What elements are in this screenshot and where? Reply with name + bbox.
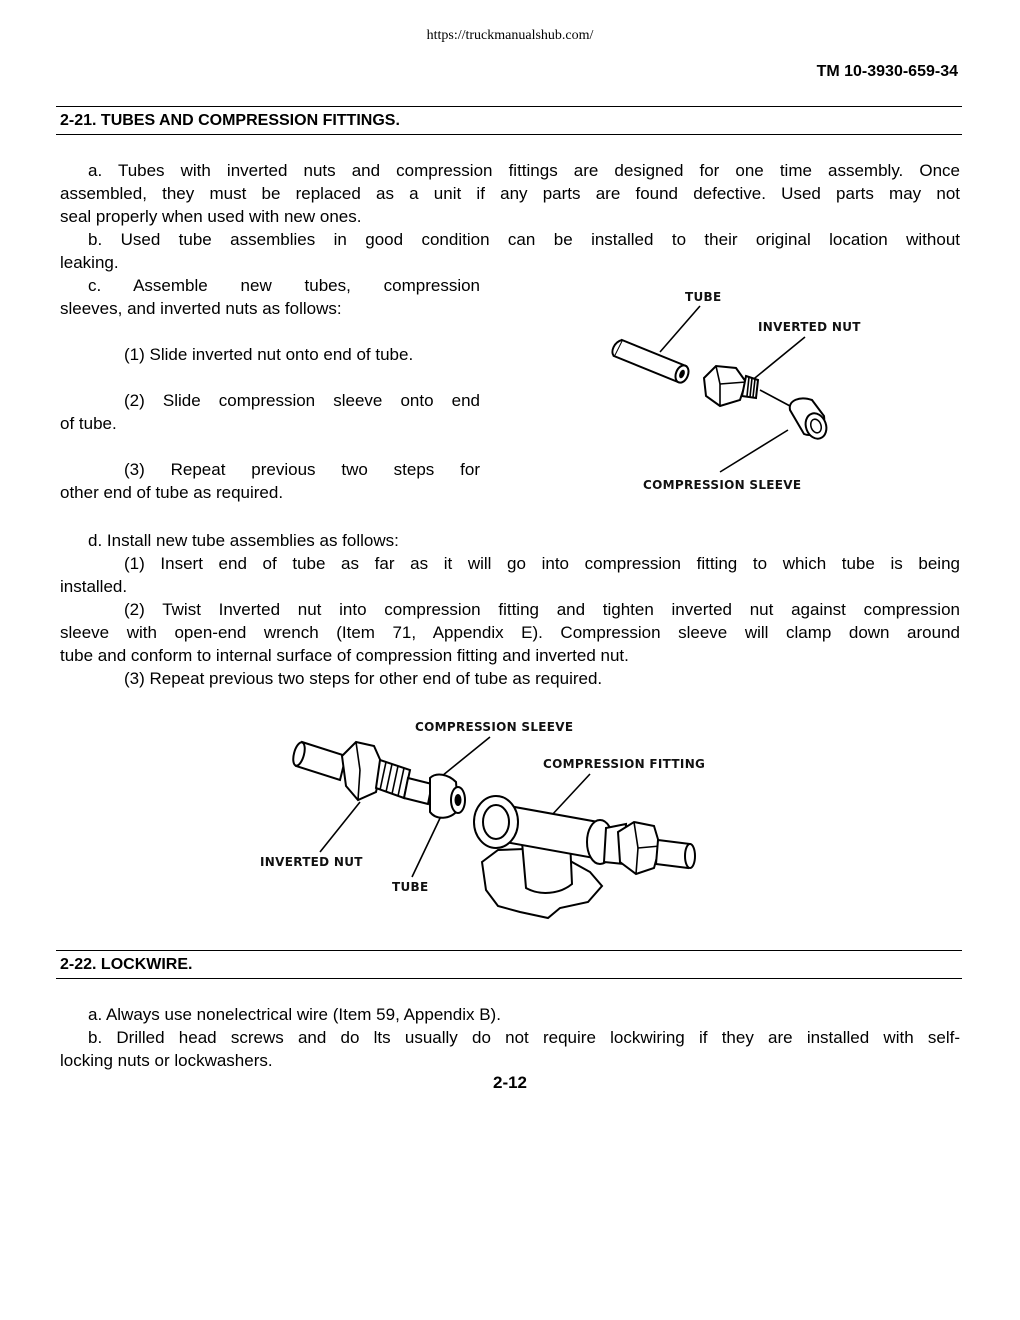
figure2-left-tube [291,741,346,780]
paragraph-d-line-1: d. Install new tube assemblies as follows: [88,531,399,550]
figure1-tube [612,340,691,385]
paragraph-c-line-1: c. Assemble new tubes, compression [88,276,480,295]
step-d2-line-2: sleeve with open-end wrench (Item 71, Appendix E). Compression sleeve will clamp down around [60,623,960,642]
figure2-leader-inverted-nut [320,802,360,852]
figure1-label-tube: TUBE [685,290,722,304]
step-d2-line-3: tube and conform to internal surface of compression fitting and inverted nut. [60,646,629,665]
step-c2-line-2: of tube. [60,414,117,433]
figure2-leader-compression-sleeve [437,737,490,780]
figure1-label-inverted-nut: INVERTED NUT [758,320,861,334]
paragraph-c-line-2: sleeves, and inverted nuts as follows: [60,299,342,318]
figure1-compression-sleeve [790,398,830,441]
source-url[interactable]: https://truckmanualshub.com/ [426,28,594,43]
section-rule-bottom-2 [56,978,962,979]
lockwire-paragraph-a: a. Always use nonelectrical wire (Item 59, Appendix B). [88,1005,501,1024]
paragraph-a-line-2: assembled, they must be replaced as a unit if any parts are found defective. Used parts may not [60,184,960,203]
figure-compression-fitting-installation [250,712,720,927]
figure2-leader-tube [412,814,442,877]
lockwire-paragraph-b-line-2: locking nuts or lockwashers. [60,1051,273,1070]
figure1-label-compression-sleeve: COMPRESSION SLEEVE [643,478,802,492]
page-number: 2-12 [492,1073,528,1092]
figure2-compression-sleeve [404,775,465,818]
figure2-compression-fitting [474,796,626,918]
lockwire-paragraphs [60,1003,960,1072]
figure2-label-inverted-nut: INVERTED NUT [260,855,363,869]
figure2-right-nut-and-tube [618,822,695,874]
step-c2-line-1: (2) Slide compression sleeve onto end [124,391,480,410]
section-rule-top [56,106,962,107]
figure2-label-tube: TUBE [392,880,429,894]
step-c3-line-1: (3) Repeat previous two steps for [124,460,480,479]
step-c3-line-2: other end of tube as required. [60,483,284,502]
step-d1-line-2: installed. [60,577,128,596]
paragraph-d [60,529,960,690]
figure1-inverted-nut [704,366,758,406]
figure1-leader-compression-sleeve [720,430,788,472]
figure1-tube-axis [760,390,790,406]
figure2-inverted-nut [342,742,410,800]
step-c1: (1) Slide inverted nut onto end of tube. [124,345,414,364]
section-heading-2-22: 2-22. LOCKWIRE. [60,956,193,973]
paragraph-b-line-1: b. Used tube assemblies in good condition can be installed to their original location without [88,230,960,249]
paragraph-a [60,159,960,274]
figure-tube-assembly-parts [600,282,880,500]
figure2-label-compression-fitting: COMPRESSION FITTING [543,757,706,771]
paragraph-c [60,274,480,504]
figure1-leader-tube [660,306,700,352]
figure1-leader-inverted-nut [750,337,805,382]
paragraph-a-line-3: seal properly when used with new ones. [60,207,362,226]
section-heading-2-21: 2-21. TUBES AND COMPRESSION FITTINGS. [60,112,400,129]
step-d3: (3) Repeat previous two steps for other end of tube as required. [124,669,603,688]
paragraph-a-line-1: a. Tubes with inverted nuts and compression fittings are designed for one time assembly. Once [88,161,960,180]
section-rule-top-2 [56,950,962,951]
figure2-label-compression-sleeve: COMPRESSION SLEEVE [415,720,574,734]
lockwire-paragraph-b-line-1: b. Drilled head screws and do lts usually do not require lockwiring if they are installed with self- [88,1028,960,1047]
step-d1-line-1: (1) Insert end of tube as far as it will go into compression fitting to which tube is being [124,554,960,573]
paragraph-b-line-2: leaking. [60,253,119,272]
section-rule-bottom [56,134,962,135]
step-d2-line-1: (2) Twist Inverted nut into compression fitting and tighten inverted nut against compression [124,600,960,619]
document-number: TM 10-3930-659-34 [816,63,958,80]
